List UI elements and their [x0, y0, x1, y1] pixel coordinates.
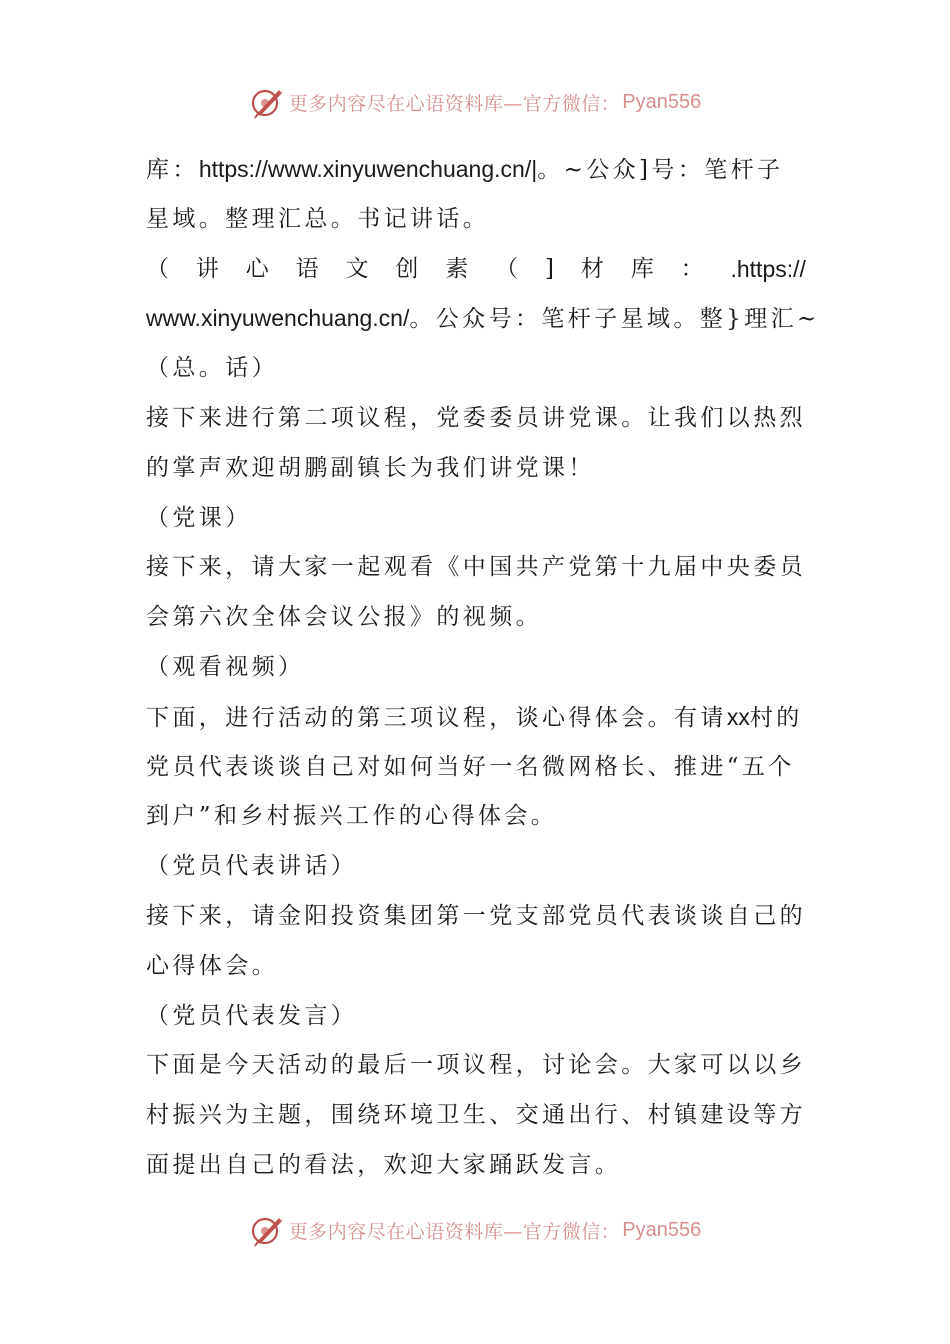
paragraph-line: 的掌声欢迎胡鹏副镇长为我们讲党课！	[146, 454, 595, 481]
paragraph-line: 到户”和乡村振兴工作的心得体会。	[146, 803, 558, 830]
text-run: 。~公众]号：笔杆子	[537, 157, 784, 183]
paragraph-line: 面提出自己的看法，欢迎大家踊跃发言。	[146, 1151, 622, 1178]
paragraph-line: （总。话）	[146, 355, 278, 382]
footer-watermark	[0, 1210, 950, 1250]
header-watermark-text: 更多内容尽在心语资料库—官方微信：	[288, 92, 621, 115]
spaced-char: 库	[630, 255, 654, 282]
spaced-char: 文	[345, 255, 369, 282]
header-watermark	[0, 82, 950, 122]
paragraph-line: 心得体会。	[146, 952, 278, 979]
paragraph-line: （党员代表讲话）	[146, 853, 358, 880]
paragraph-line: 星域。整理汇总。书记讲话。	[146, 205, 490, 232]
spaced-char: 材	[580, 255, 604, 282]
spaced-char: ：	[680, 255, 704, 282]
spaced-char: 语	[295, 255, 319, 282]
text-run: xx	[726, 703, 750, 730]
paragraph-line	[146, 145, 806, 195]
document-body	[146, 145, 820, 1191]
paragraph-line: 接下来，请大家一起观看《中国共产党第十九届中央委员	[146, 554, 806, 581]
paragraph-line: （党员代表发言）	[146, 1002, 358, 1029]
spaced-char: 创	[395, 255, 419, 282]
text-run: 库：	[146, 157, 199, 183]
spaced-char: ]	[545, 255, 554, 282]
spaced-char: 讲	[195, 255, 219, 282]
paragraph-line: 接下来，请金阳投资集团第一党支部党员代表谈谈自己的	[146, 902, 806, 929]
paragraph-line: 村振兴为主题，围绕环境卫生、交通出行、村镇建设等方	[146, 1102, 806, 1129]
url-text: .https://	[730, 255, 806, 282]
url-text: https://www.xinyuwenchuang.cn/|	[198, 156, 538, 182]
paragraph-line: 党员代表谈谈自己对如何当好一名微网格长、推进“五个	[146, 753, 795, 780]
spaced-char: （	[146, 255, 169, 282]
url-text: www.xinyuwenchuang.cn/	[146, 305, 410, 332]
paragraph-line: 会第六次全体会议公报》的视频。	[146, 604, 542, 631]
quill-logo-icon	[249, 84, 285, 120]
header-watermark-id: Pyan556	[622, 90, 702, 113]
text-run: 下面，进行活动的第三项议程，谈心得体会。有请	[146, 704, 727, 731]
paragraph-line	[146, 693, 806, 743]
text-run: 村的	[749, 704, 803, 731]
spaced-char: （	[495, 255, 519, 282]
footer-watermark-id: Pyan556	[622, 1218, 702, 1241]
paragraph-line: （党课）	[146, 504, 252, 531]
footer-watermark-text: 更多内容尽在心语资料库—官方微信：	[288, 1220, 621, 1243]
spaced-char: 素	[445, 255, 469, 282]
paragraph-line-spaced	[146, 245, 806, 295]
spaced-char: 心	[245, 255, 269, 282]
quill-logo-icon	[249, 1212, 285, 1248]
paragraph-line: 下面是今天活动的最后一项议程，讨论会。大家可以以乡	[146, 1052, 806, 1079]
paragraph-line: 接下来进行第二项议程，党委委员讲党课。让我们以热烈	[146, 404, 806, 431]
text-run: 。公众号：笔杆子星域。整}理汇~	[409, 306, 820, 333]
paragraph-line	[146, 294, 820, 344]
paragraph-line: （观看视频）	[146, 653, 305, 680]
